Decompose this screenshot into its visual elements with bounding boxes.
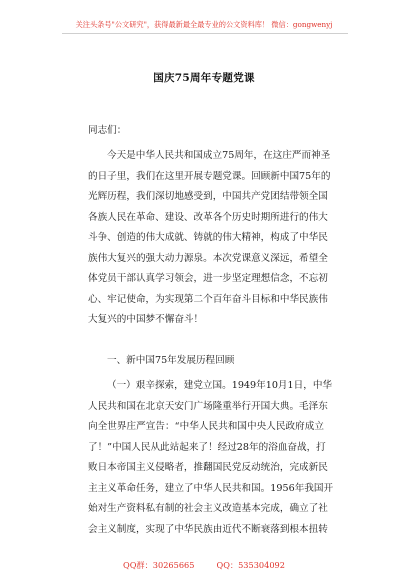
paragraph-line: 了！”中国人民从此站起来了！经过28年的浴血奋战，打 [88, 441, 326, 453]
footer-qq-group: QQ群：30265665 [123, 560, 195, 570]
paragraph-line: 会主义制度，实现了中华民族由近代不断衰落到根本扭转 [88, 523, 328, 535]
paragraph-line: （一）艰辛探索，建党立国。1949年10月1日，中华 [107, 380, 333, 391]
paragraph-line: 斗争、创造的伟大成就、铸就的伟大精神，构成了中华民 [88, 232, 328, 243]
paragraph-line: 败日本帝国主义侵略者，推翻国民党反动统治，完成新民 [88, 462, 328, 473]
paragraph-line: 大复兴的中国梦不懈奋斗！ [88, 314, 204, 325]
paragraph-line: 向全世界庄严宣告：“中华人民共和国中央人民政府成立 [88, 421, 324, 432]
paragraph-line: 各族人民在革命、建设、改革各个历史时期所进行的伟大 [88, 211, 328, 223]
paragraph-line: 主主义革命任务，建立了中华人民共和国。1956年我国开 [88, 482, 334, 494]
paragraph-line: 始对生产资料私有制的社会主义改造基本完成，确立了社 [88, 503, 328, 514]
section-heading [88, 351, 324, 372]
header-banner: 关注头条号"公文研究"，获得最新最全最专业的公文资料库！ 微信：gongwenyj [75, 20, 333, 29]
paragraph-line: 人民共和国在北京天安门广场隆重举行开国大典。毛泽东 [88, 400, 328, 412]
paragraph-line: 族伟大复兴的强大动力源泉。本次党课意义深远，希望全 [88, 252, 328, 264]
salutation: 同志们： [88, 125, 127, 136]
intro-paragraph [88, 146, 331, 331]
paragraph-line: 体党员干部认真学习领会，进一步坚定理想信念，不忘初 [88, 273, 328, 284]
paragraph-line: 光辉历程，我们深切地感受到，中国共产党团结带领全国 [88, 191, 328, 202]
header-divider [62, 33, 348, 34]
document-title: 国庆75周年专题党课 [153, 72, 255, 84]
paragraph-line: 今天是中华人民共和国成立75周年，在这庄严而神圣 [107, 150, 331, 161]
footer-contact [0, 560, 408, 571]
section-paragraph [88, 376, 334, 540]
section-heading-text: 一、新中国75年发展历程回顾 [107, 355, 235, 366]
paragraph-line: 的日子里，我们在这里开展专题党课。回顾新中国75年的 [88, 170, 331, 182]
paragraph-line: 心、牢记使命，为实现第二个百年奋斗目标和中华民族伟 [88, 293, 328, 305]
footer-qq-number: QQ：535304092 [216, 560, 285, 570]
